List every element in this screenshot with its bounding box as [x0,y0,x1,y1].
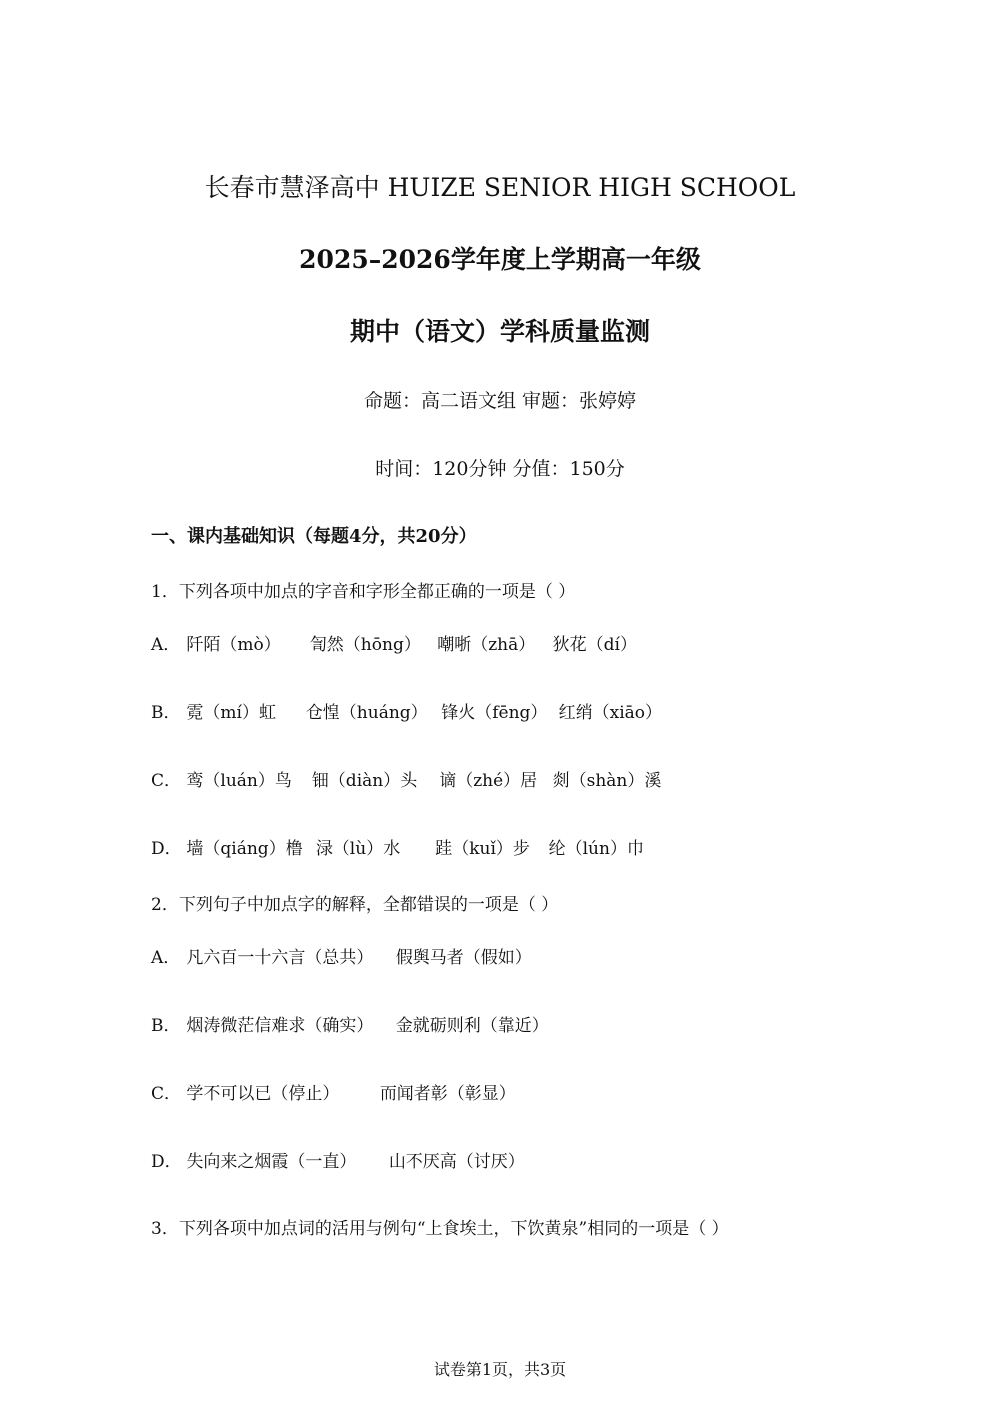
option-item: 訇然（hōng） [309,635,421,655]
option-item: 纶（lún）巾 [548,839,644,859]
option-label: A． [151,948,181,968]
option-item: 狄花（dí） [552,635,637,655]
option-item: 鸾（luán）鸟 [186,771,292,791]
option-item: 山不厌高（讨厌） [388,1152,525,1172]
question-1-option-c [151,766,661,791]
exam-time-score: 时间：120分钟 分值：150分 [375,458,625,480]
question-3-stem: 3．下列各项中加点词的活用与例句“上食埃土，下饮黄泉”相同的一项是（ ） [151,1219,729,1239]
option-label: C． [151,1084,182,1104]
question-2-option-c [151,1079,516,1104]
exam-year-line: 2025–2026学年度上学期高一年级 [299,245,701,274]
question-1-option-d [151,834,644,859]
option-label: C． [151,771,182,791]
exam-title: 期中（语文）学科质量监测 [349,317,650,346]
section-title: 一、课内基础知识（每题4分，共20分） [151,526,477,547]
option-item: 阡陌（mò） [186,635,281,655]
option-item: 学不可以已（停止） [186,1084,340,1104]
school-name: 长春市慧泽高中 HUIZE SENIOR HIGH SCHOOL [204,173,796,202]
question-1-option-b [151,698,662,723]
option-label: A． [151,635,181,655]
option-item: 嘲哳（zhā） [437,635,536,655]
option-item: 假舆马者（假如） [395,948,532,968]
page-footer: 试卷第1页，共3页 [433,1360,567,1379]
option-label: B． [151,703,181,723]
question-1-option-a [151,630,637,655]
option-item: 烟涛微茫信难求（确实） [186,1016,374,1036]
option-item: 谪（zhé）居 [439,771,538,791]
question-2-option-d [151,1147,525,1172]
option-item: 失向来之烟霞（一直） [186,1152,357,1172]
option-item: 霓（mí）虹 [186,703,276,723]
option-item: 而闻者彰（彰显） [379,1084,516,1104]
question-1-stem: 1．下列各项中加点的字音和字形全都正确的一项是（ ） [151,582,576,602]
option-item: 凡六百一十六言（总共） [186,948,374,968]
option-label: D． [151,1152,182,1172]
option-item: 金就砺则利（靠近） [395,1016,549,1036]
question-2-stem: 2．下列句子中加点字的解释，全都错误的一项是（ ） [151,895,559,915]
exam-authors: 命题：高二语文组 审题：张婷婷 [363,390,637,412]
option-item: 剡（shàn）溪 [552,771,662,791]
option-item: 墙（qiáng）橹 [186,839,303,859]
option-item: 渌（lù）水 [315,839,401,859]
option-item: 红绡（xiāo） [558,703,663,723]
option-item: 锋火（fēng） [441,703,548,723]
option-item: 跬（kuǐ）步 [435,839,530,859]
option-item: 钿（diàn）头 [311,771,418,791]
question-2-option-b [151,1011,549,1036]
question-2-option-a [151,943,532,968]
option-item: 仓惶（huáng） [305,703,428,723]
option-label: B． [151,1016,181,1036]
option-label: D． [151,839,182,859]
